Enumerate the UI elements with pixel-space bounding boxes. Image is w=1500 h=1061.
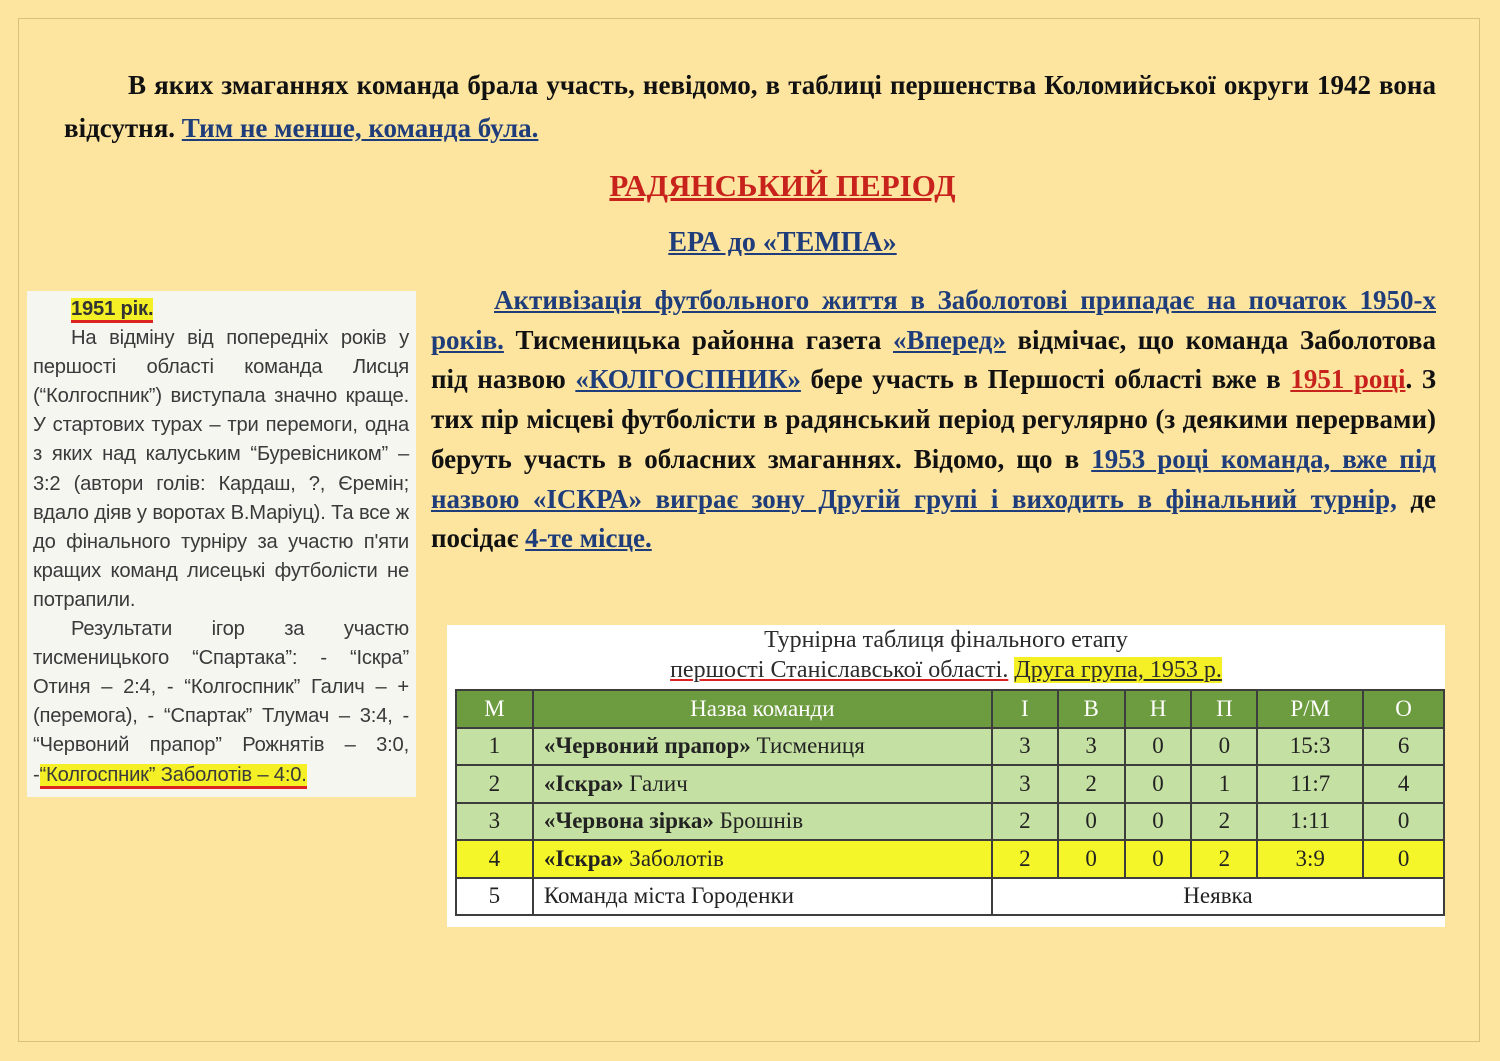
main-link-kolhospnyk[interactable]: «КОЛГОСПНИК» <box>575 364 801 395</box>
clipping-text <box>33 295 409 790</box>
cell-goals: 3:9 <box>1257 840 1363 878</box>
team-name: «Червона зірка» <box>543 808 714 834</box>
team-name: «Червоний прапор» <box>543 733 751 759</box>
clipping-highlight: “Колгоспник” Заболотів – 4:0. <box>40 764 307 789</box>
main-link-activation[interactable]: Активізація футбольного життя в Заболотові припадає на початок 1950-х років. <box>431 285 1436 355</box>
table-row <box>456 803 1444 841</box>
main-text-3: бере участь в Першості області вже в <box>810 364 1281 395</box>
main-text-2: відмічає, що команда Заболотова під назвою <box>431 324 1437 395</box>
main-link-1951[interactable]: 1951 році <box>1290 364 1406 395</box>
cell-draws: 0 <box>1125 803 1192 841</box>
cell-wins: 0 <box>1058 840 1125 878</box>
table-caption-region: першості Станіславської області. <box>670 657 1009 683</box>
main-link-4th-place[interactable]: 4-те місце. <box>525 523 652 554</box>
cell-draws: 0 <box>1125 765 1192 803</box>
cell-position: 3 <box>456 803 533 841</box>
table-row-highlighted <box>456 840 1444 878</box>
cell-wins: 0 <box>1058 803 1125 841</box>
cell-goals: 15:3 <box>1257 728 1363 766</box>
cell-points: 6 <box>1363 728 1444 766</box>
header-draws: Н <box>1125 690 1192 728</box>
intro-link[interactable]: Тим не менше, команда була. <box>181 113 539 143</box>
team-city: Заболотів <box>623 845 724 871</box>
cell-draws: 0 <box>1125 840 1192 878</box>
main-link-1953[interactable]: 1953 році команда, вже під назвою «ІСКРА» виграє зону Другій групі і виходить в фінальний турнір, <box>431 443 1436 514</box>
table-row <box>456 728 1444 766</box>
header-wins: В <box>1058 690 1125 728</box>
cell-games: 2 <box>992 803 1058 841</box>
team-name: «Іскра» <box>543 770 624 796</box>
main-paragraph <box>431 281 1436 559</box>
cell-team: Команда міста Городенки <box>533 878 992 916</box>
cell-position: 5 <box>456 878 533 916</box>
header-points: О <box>1363 690 1444 728</box>
team-city: Тисмениця <box>750 733 865 759</box>
cell-position: 1 <box>456 728 533 766</box>
table-caption-line1: Турнірна таблиця фінального етапу <box>764 627 1128 653</box>
cell-goals: 1:11 <box>1257 803 1363 841</box>
table-row <box>456 765 1444 803</box>
newspaper-clipping <box>27 291 416 797</box>
table-row <box>456 878 1444 916</box>
cell-points: 0 <box>1363 803 1444 841</box>
cell-losses: 0 <box>1191 728 1257 766</box>
cell-goals: 11:7 <box>1257 765 1363 803</box>
cell-losses: 2 <box>1191 840 1257 878</box>
cell-team <box>533 728 992 766</box>
cell-losses: 2 <box>1191 803 1257 841</box>
header-position: М <box>456 690 533 728</box>
team-city: Брошнів <box>713 808 804 834</box>
cell-team <box>533 803 992 841</box>
main-link-vpered[interactable]: «Вперед» <box>892 324 1006 355</box>
cell-games: 3 <box>992 728 1058 766</box>
cell-points: 0 <box>1363 840 1444 878</box>
main-text-5: де посідає <box>431 483 1436 554</box>
table-header-row <box>456 690 1444 728</box>
clipping-year: 1951 рік. <box>71 298 153 323</box>
section-heading <box>0 168 1500 204</box>
header-team: Назва команди <box>533 690 992 728</box>
section-heading-text: РАДЯНСЬКИЙ ПЕРІОД <box>609 168 956 203</box>
header-games: І <box>992 690 1058 728</box>
table-caption-line2 <box>447 655 1445 685</box>
subsection-heading-text: ЕРА до «ТЕМПА» <box>668 227 897 258</box>
main-text-4: . З тих пір місцеві футболісти в радянський період регулярно (з деякими перервами) беруть участь в обласних змаганнях. Відомо, що в <box>431 364 1437 474</box>
table-caption <box>447 625 1445 687</box>
cell-no-show: Неявка <box>992 878 1444 916</box>
subsection-heading <box>0 227 1500 259</box>
header-goals: Р/М <box>1257 690 1363 728</box>
main-text-1: Тисменицька районна газета <box>515 324 882 355</box>
cell-position: 4 <box>456 840 533 878</box>
cell-games: 3 <box>992 765 1058 803</box>
cell-position: 2 <box>456 765 533 803</box>
cell-wins: 2 <box>1058 765 1125 803</box>
clipping-para-1: На відміну від попередніх років у першості області команда Лисця (“Колгоспник”) виступала значно краще. У стартових турах – три перемоги, одна з яких над калуським “Буревісником” – 3:2 (автори голів: Кардаш, ?, Єремін; вдало діяв у воротах В.Маріуц). Та все ж до фінального турніру за участю п'яти кращих команд лисецькі футболісти не потрапили. <box>33 327 409 611</box>
cell-games: 2 <box>992 840 1058 878</box>
cell-draws: 0 <box>1125 728 1192 766</box>
clipping-para-2: Результати ігор за участю тисменицького “Спартака”: - “Іскра” Отиня – 2:4, - “Колгоспник” Галич – + (перемога), - “Спартак” Тлумач – 3:4, - “Червоний прапор” Рожнятів – 3:0, - <box>33 618 409 786</box>
table-caption-group: Друга група, 1953 р. <box>1014 657 1222 683</box>
cell-team <box>533 765 992 803</box>
cell-losses: 1 <box>1191 765 1257 803</box>
cell-team <box>533 840 992 878</box>
intro-paragraph <box>64 64 1436 150</box>
intro-text: В яких змаганнях команда брала участь, невідомо, в таблиці першенства Коломийської округи 1942 вона відсутня. <box>64 70 1436 143</box>
header-losses: П <box>1191 690 1257 728</box>
standings-table <box>455 689 1445 916</box>
team-name: «Іскра» <box>543 845 624 871</box>
cell-wins: 3 <box>1058 728 1125 766</box>
cell-points: 4 <box>1363 765 1444 803</box>
team-city: Галич <box>623 770 688 796</box>
